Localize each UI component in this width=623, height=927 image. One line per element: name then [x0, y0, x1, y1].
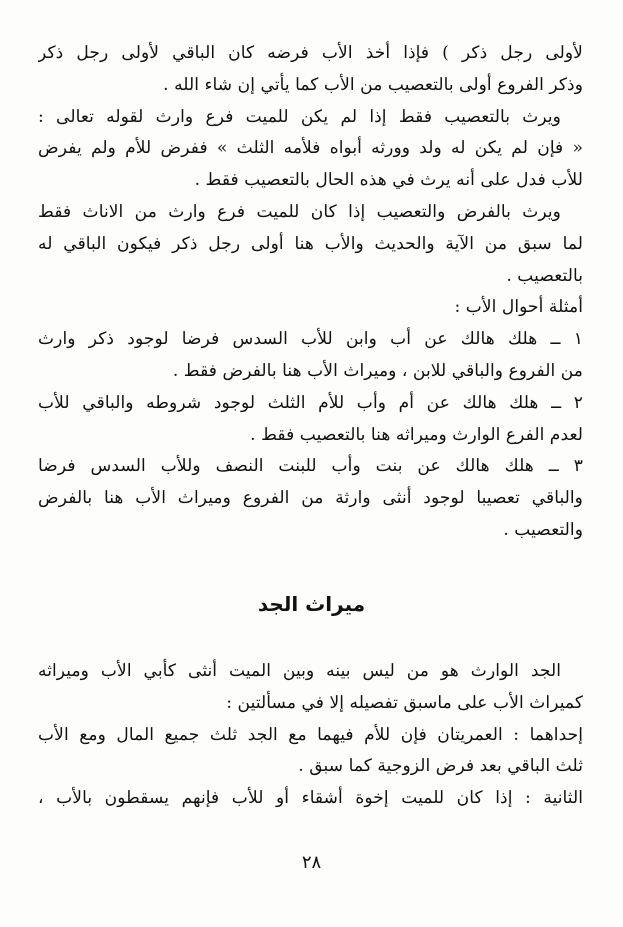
text-line: لأولى رجل ذكر ) فإذا أخذ الأب فرضه كان الباقي لأولى رجل ذكر — [38, 43, 583, 63]
text-line: وذكر الفروع أولى بالتعصيب من الأب كما يأتي إن شاء الله . — [163, 74, 583, 95]
text-line: ويرث بالتعصيب فقط إذا لم يكن للميت فرع وارث لقوله تعالى : — [38, 106, 561, 127]
text-line: بالتعصيب . — [506, 265, 583, 286]
text-line: والتعصيب . — [503, 519, 583, 540]
body-text-bottom — [38, 656, 583, 815]
text-line: لعدم الفرع الوارث وميراثه هنا بالتعصيب فقط . — [250, 424, 583, 445]
text-line: لما سبق من الآية والحديث والأب هنا أولى رجل ذكر فيكون الباقي له — [38, 233, 583, 254]
text-line: إحداهما : العمريتان فإن للأم فيهما مع الجد ثلث جميع المال ومع الأب — [38, 724, 583, 745]
text-line: ثلث الباقي بعد فرض الزوجية كما سبق . — [298, 756, 583, 777]
section-heading: ميراث الجد — [257, 592, 366, 616]
text-line: أمثلة أحوال الأب : — [454, 297, 583, 318]
body-text-top — [38, 38, 583, 547]
text-line: والباقي تعصيبا لوجود أنثى وارثة من الفروع وميراث الأب هنا بالفرض — [38, 488, 583, 509]
text-line: الجد الوارث هو من ليس بينه وبين الميت أنثى كأبي الأب وميراثه — [38, 661, 561, 681]
text-line: الثانية : إذا كان للميت إخوة أشقاء أو للأب فإنهم يسقطون بالأب ، — [38, 788, 583, 809]
text-line: « فإن لم يكن له ولد وورثه أبواه فلأمه الثلث » ففرض للأم ولم يفرض — [38, 138, 583, 159]
text-line: ١ ــ هلك هالك عن أب وابن للأب السدس فرضا لوجود ذكر وارث — [38, 329, 583, 350]
text-line: للأب فدل على أنه يرث في هذه الحال بالتعصيب فقط . — [194, 170, 583, 191]
text-line: من الفروع والباقي للابن ، وميراث الأب هنا بالفرض فقط . — [172, 360, 583, 381]
text-line: ويرث بالفرض والتعصيب إذا كان للميت فرع وارث من الاناث فقط — [38, 201, 561, 222]
text-line: كميراث الأب على ماسبق تفصيله إلا في مسألتين : — [226, 692, 583, 713]
text-line: ٣ ــ هلك هالك عن بنت وأب للبنت النصف وللأب السدس فرضا — [38, 456, 583, 477]
text-line: ٢ ــ هلك هالك عن أم وأب للأم الثلث لوجود شروطه والباقي للأب — [38, 392, 583, 413]
page-number: ٢٨ — [301, 852, 322, 873]
